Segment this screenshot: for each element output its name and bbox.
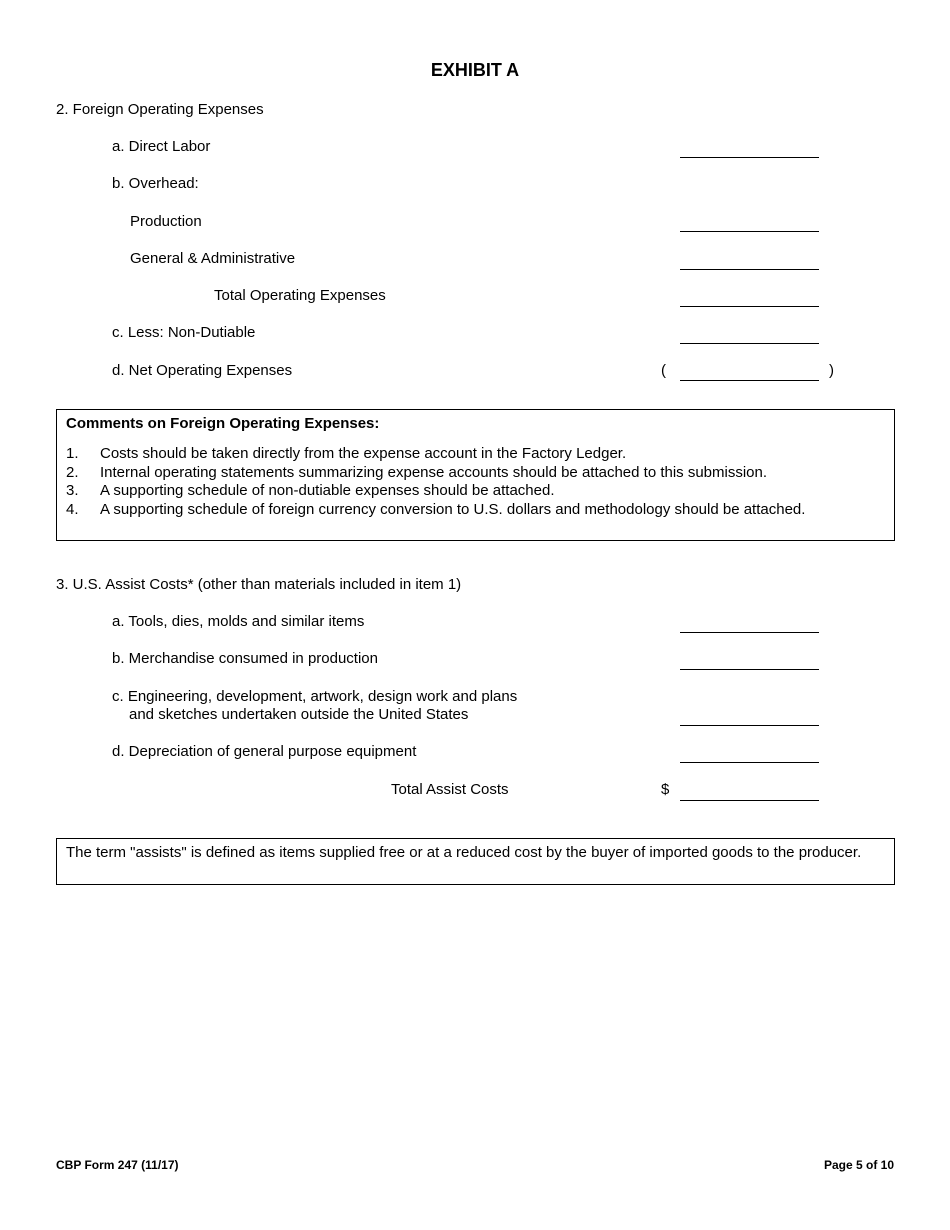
- direct-labor-field[interactable]: [680, 157, 819, 158]
- comment-text: A supporting schedule of non-dutiable expenses should be attached.: [100, 482, 555, 499]
- comment-item: [66, 482, 555, 500]
- merchandise-field[interactable]: [680, 669, 819, 670]
- comment-item: [66, 445, 626, 463]
- non-dutiable-field[interactable]: [680, 343, 819, 344]
- total-assist-field[interactable]: [680, 800, 819, 801]
- engineering-label-line1: c. Engineering, development, artwork, design work and plans: [112, 688, 518, 705]
- footer-page-number: Page 5 of 10: [823, 1158, 894, 1172]
- section-2-heading: 2. Foreign Operating Expenses: [56, 101, 264, 118]
- net-operating-label: d. Net Operating Expenses: [112, 362, 293, 379]
- general-admin-field[interactable]: [680, 269, 819, 270]
- overhead-label: b. Overhead:: [112, 175, 199, 192]
- comment-item: [66, 464, 767, 482]
- tools-field[interactable]: [680, 632, 819, 633]
- comment-text: Costs should be taken directly from the expense account in the Factory Ledger.: [100, 445, 627, 462]
- depreciation-field[interactable]: [680, 762, 819, 763]
- production-label: Production: [130, 213, 202, 230]
- depreciation-label: d. Depreciation of general purpose equipment: [112, 743, 417, 760]
- comment-item: [66, 501, 805, 519]
- assists-note-box: [56, 838, 895, 885]
- footer-form-number: CBP Form 247 (11/17): [56, 1158, 179, 1172]
- general-admin-label: General & Administrative: [130, 250, 296, 267]
- comment-text: A supporting schedule of foreign currency conversion to U.S. dollars and methodology should be attached.: [100, 501, 806, 518]
- comments-heading: Comments on Foreign Operating Expenses:: [66, 415, 380, 432]
- comment-number: 3.: [66, 482, 79, 499]
- comment-number: 4.: [66, 501, 79, 518]
- comments-box: [56, 409, 895, 541]
- production-field[interactable]: [680, 231, 819, 232]
- section-3-heading: 3. U.S. Assist Costs* (other than materials included in item 1): [56, 576, 462, 593]
- tools-label: a. Tools, dies, molds and similar items: [112, 613, 365, 630]
- comment-text: Internal operating statements summarizing expense accounts should be attached to this submission.: [100, 464, 768, 481]
- non-dutiable-label: c. Less: Non-Dutiable: [112, 324, 256, 341]
- engineering-label-line2: and sketches undertaken outside the United States: [129, 706, 469, 723]
- net-operating-field[interactable]: [680, 380, 819, 381]
- assists-note-text: The term "assists" is defined as items supplied free or at a reduced cost by the buyer of imported goods to the producer.: [66, 844, 862, 861]
- comment-number: 2.: [66, 464, 79, 481]
- total-operating-field[interactable]: [680, 306, 819, 307]
- merchandise-label: b. Merchandise consumed in production: [112, 650, 378, 667]
- direct-labor-label: a. Direct Labor: [112, 138, 211, 155]
- engineering-field[interactable]: [680, 725, 819, 726]
- total-assist-label: Total Assist Costs: [391, 781, 509, 798]
- comment-number: 1.: [66, 445, 79, 462]
- page-title: EXHIBIT A: [430, 60, 520, 80]
- dollar-sign: $: [661, 781, 670, 798]
- paren-close: ): [829, 362, 834, 379]
- paren-open: (: [661, 362, 666, 379]
- total-operating-label: Total Operating Expenses: [214, 287, 386, 304]
